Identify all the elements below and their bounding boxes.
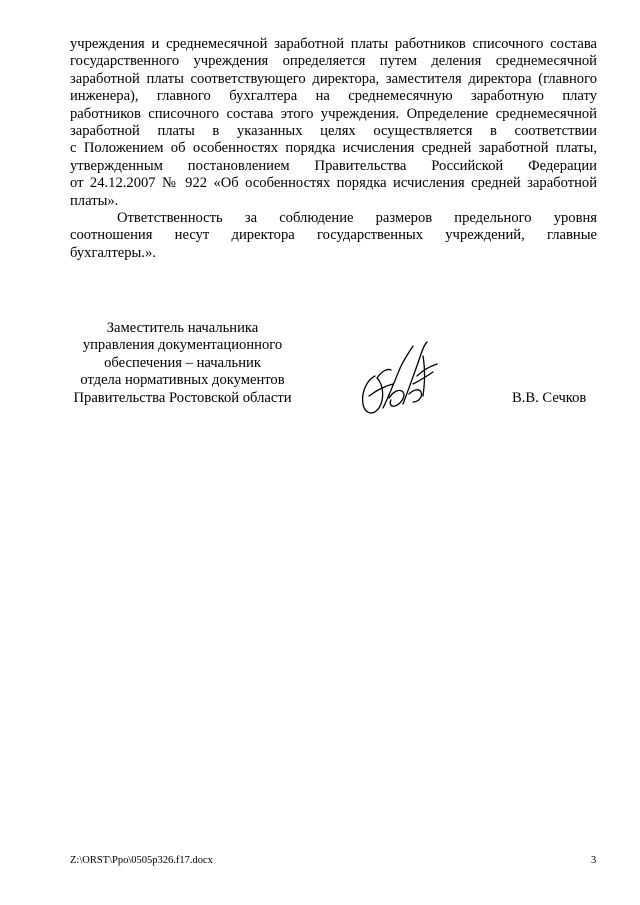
signatory-title-line: управления документационного xyxy=(82,337,283,354)
text-line: учреждения и среднемесячной заработной платы работников списочного состава xyxy=(70,36,597,52)
text-line: соотношения несут директора государственных учреждений, главные xyxy=(70,227,597,244)
signatory-title-line: отдела нормативных документов xyxy=(80,372,285,389)
text-line: заработной платы в указанных целях осуществляется в соответствии xyxy=(70,122,597,139)
handwritten-signature xyxy=(353,336,443,421)
signatory-name: В.В. Сечков xyxy=(512,390,587,406)
text-line: государственного учреждения определяется путем деления среднемесячной xyxy=(70,53,597,70)
signatory-title-line: Правительства Ростовской области xyxy=(73,389,292,406)
signature-block xyxy=(0,320,640,420)
text-line: платы». xyxy=(70,192,119,209)
page-number: 3 xyxy=(591,855,597,866)
text-line: с Положением об особенностях порядка исчисления средней заработной платы, xyxy=(70,140,597,157)
text-line: инженера), главного бухгалтера на среднемесячную заработную плату xyxy=(70,88,597,105)
text-line: бухгалтеры.». xyxy=(70,244,156,261)
text-line: Ответственность за соблюдение размеров предельного уровня xyxy=(117,209,597,226)
signatory-title xyxy=(60,320,305,407)
signatory-title-line: Заместитель начальника xyxy=(106,320,259,336)
document-body xyxy=(70,36,597,262)
text-line: утвержденным постановлением Правительства Российской Федерации xyxy=(70,157,597,174)
footer-file-path: Z:\ORST\Ppo\0505p326.f17.docx xyxy=(70,855,213,866)
signatory-title-line: обеспечения – начальник xyxy=(104,354,261,371)
text-line: заработной платы соответствующего директора, заместителя директора (главного xyxy=(70,70,597,87)
text-line: работников списочного состава этого учреждения. Определение среднемесячной xyxy=(70,105,597,122)
text-line: от 24.12.2007 № 922 «Об особенностях порядка исчисления средней заработной xyxy=(70,175,597,192)
